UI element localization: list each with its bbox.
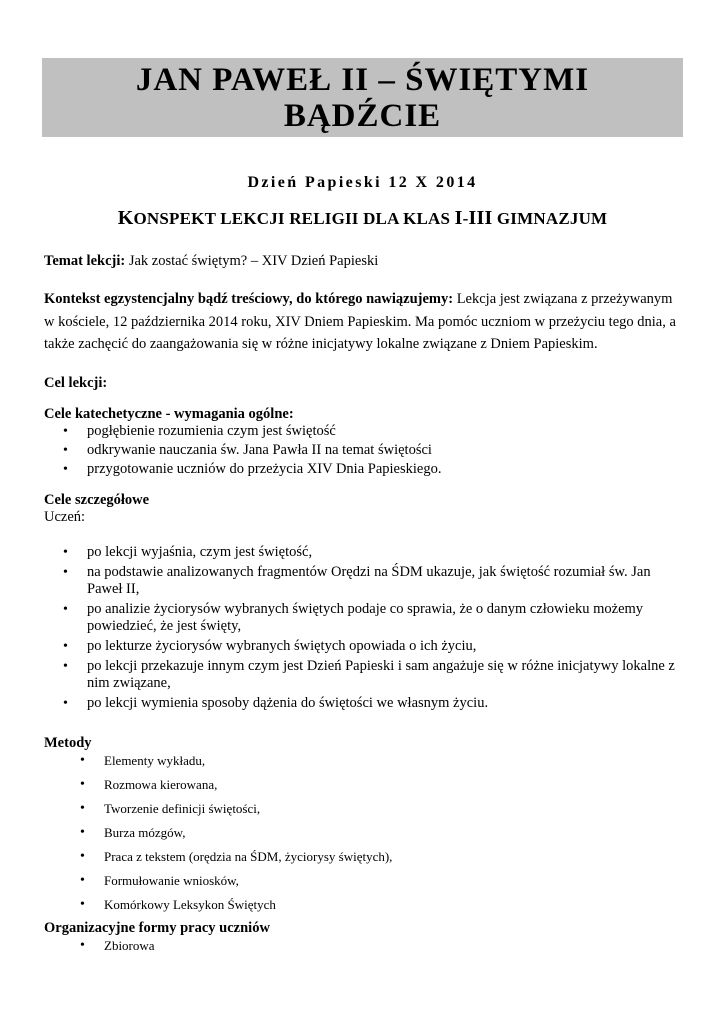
list-item: • na podstawie analizowanych fragmentów Orędzi na ŚDM ukazuje, jak świętość rozumiał św. Jan Paweł II, xyxy=(44,564,684,598)
catechetical-heading: Cele katechetyczne - wymagania ogólne: xyxy=(44,405,294,422)
date-line: Dzień Papieski 12 X 2014 xyxy=(247,174,478,191)
list-item: • przygotowanie uczniów do przeżycia XIV Dnia Papieskiego. xyxy=(44,461,684,478)
list-item: • Zbiorowa xyxy=(44,937,684,954)
list-item: • pogłębienie rozumienia czym jest świętość xyxy=(44,423,684,440)
subtitle-text-1: ONSPEKT LEKCJI RELIGII DLA KLAS xyxy=(133,209,455,228)
list-item: • odkrywanie nauczania św. Jana Pawła II na temat świętości xyxy=(44,442,684,459)
subtitle-roman-1: I xyxy=(454,207,463,229)
list-item: • po lekturze życiorysów wybranych świętych opowiada o ich życiu, xyxy=(44,638,684,655)
title-banner xyxy=(42,58,683,137)
context-value: Lekcja jest związana z przeżywanym w kościele, 12 października 2014 roku, XIV Dniem Papieskim. Ma pomóc uczniom w przeżyciu tego dnia, a także zachęcić do zaangażowania się w różne inicjatywy lokalne związane z Dniem Papieskim. xyxy=(44,291,676,352)
list-item: • Komórkowy Leksykon Świętych xyxy=(44,896,684,913)
topic-value: Jak zostać świętym? – XIV Dzień Papieski xyxy=(125,253,379,269)
topic-line xyxy=(44,250,684,272)
context-paragraph xyxy=(44,288,684,356)
title-line-1: JAN PAWEŁ II – ŚWIĘTYMI xyxy=(135,62,590,98)
subtitle-roman-3: III xyxy=(468,207,493,229)
list-item: • po lekcji przekazuje innym czym jest Dzień Papieski i sam angażuje się w różne inicjatywy lokalne z nim związane, xyxy=(44,658,684,692)
list-item: • Formułowanie wniosków, xyxy=(44,872,684,889)
goal-heading: Cel lekcji: xyxy=(44,374,108,391)
subtitle xyxy=(0,207,725,230)
list-item: • po analizie życiorysów wybranych świętych podaje co sprawia, że o danym człowieku możemy powiedzieć, że jest święty, xyxy=(44,601,684,635)
list-item: • po lekcji wyjaśnia, czym jest świętość, xyxy=(44,544,684,561)
subtitle-initial: K xyxy=(117,207,134,229)
list-item: • po lekcji wymienia sposoby dążenia do świętości we własnym życiu. xyxy=(44,695,684,712)
methods-list xyxy=(44,752,684,913)
detailed-list xyxy=(44,544,684,712)
subtitle-dash: - xyxy=(462,209,469,228)
detailed-intro: Uczeń: xyxy=(44,508,86,525)
list-item: • Elementy wykładu, xyxy=(44,752,684,769)
list-item: • Rozmowa kierowana, xyxy=(44,776,684,793)
detailed-heading: Cele szczegółowe xyxy=(44,491,150,508)
topic-label: Temat lekcji: xyxy=(44,253,126,269)
lesson-content xyxy=(44,250,684,961)
methods-heading: Metody xyxy=(44,734,92,751)
title-line-2: BĄDŹCIE xyxy=(283,98,442,134)
forms-heading: Organizacyjne formy pracy uczniów xyxy=(44,919,270,936)
forms-list xyxy=(44,937,684,954)
catechetical-list xyxy=(44,423,684,478)
subtitle-text-2: GIMNAZJUM xyxy=(492,209,608,228)
list-item: • Burza mózgów, xyxy=(44,824,684,841)
list-item: • Praca z tekstem (orędzia na ŚDM, życiorysy świętych), xyxy=(44,848,684,865)
list-item: • Tworzenie definicji świętości, xyxy=(44,800,684,817)
context-label: Kontekst egzystencjalny bądź treściowy, do którego nawiązujemy: xyxy=(44,291,454,307)
